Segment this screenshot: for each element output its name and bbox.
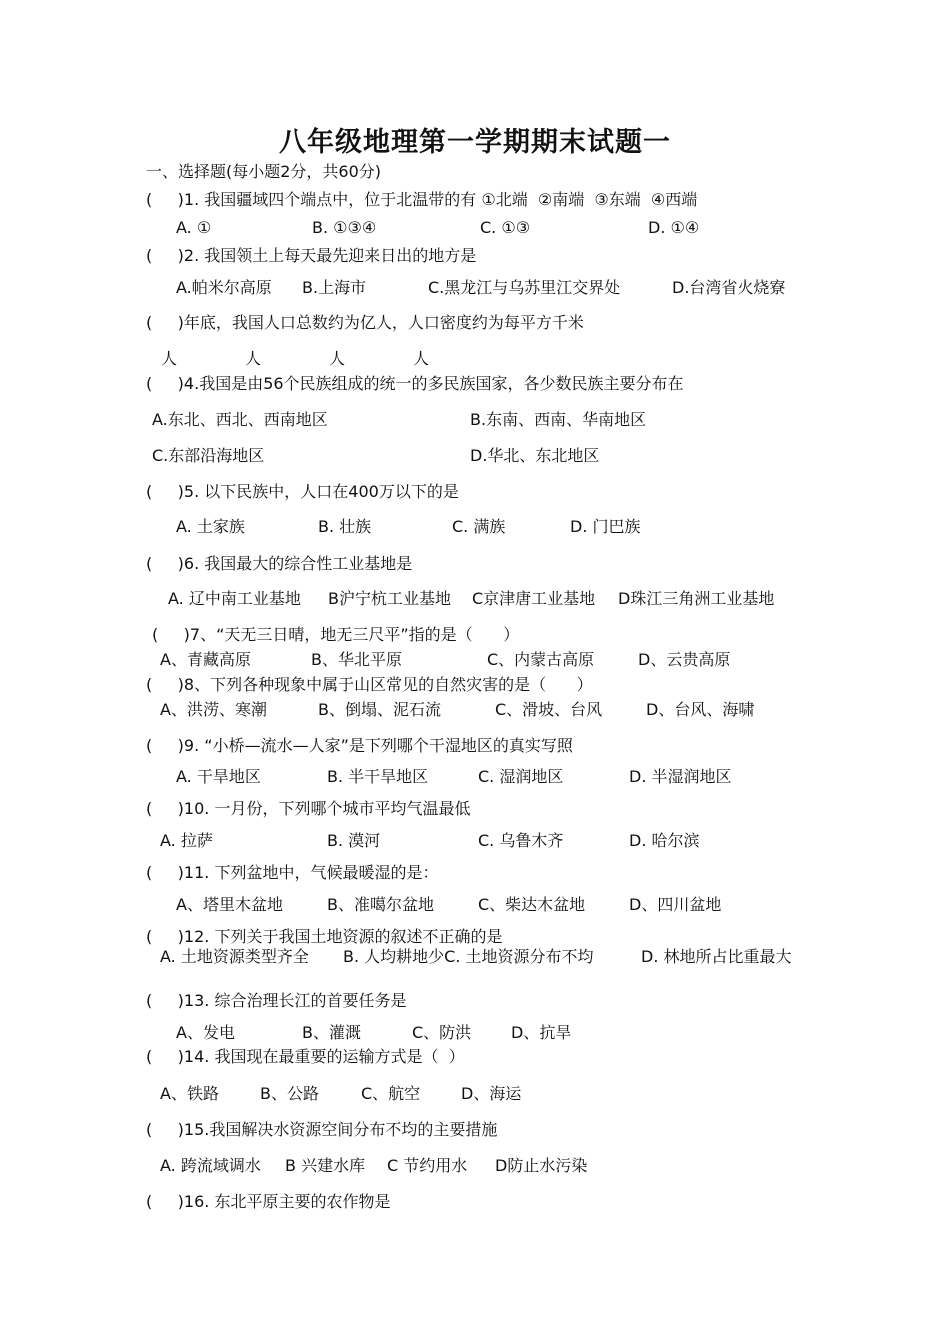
option-a: A. 干旱地区	[176, 767, 261, 786]
option-a: 人	[161, 349, 178, 368]
question-text: 7、“天无三日晴，地无三尺平”指的是（ ）	[189, 625, 520, 644]
option-b-c: B. 人均耕地少C. 土地资源分布不均	[343, 947, 594, 966]
question-text: 1. 我国疆域四个端点中，位于北温带的有 ①北端 ②南端 ③东端 ④西端	[183, 190, 698, 209]
option-b: B沪宁杭工业基地	[328, 589, 451, 608]
option-c: C. ①③	[480, 218, 531, 237]
option-d: D. 林地所占比重最大	[641, 947, 792, 966]
option-a: A. 土地资源类型齐全	[160, 947, 309, 966]
option-d: D.华北、东北地区	[470, 446, 600, 465]
option-c: 人	[329, 349, 346, 368]
option-a: A、铁路	[160, 1084, 219, 1103]
option-d: D. 半湿润地区	[629, 767, 732, 786]
question-text: 11. 下列盆地中，气候最暖湿的是：	[183, 863, 439, 882]
option-d: D、海运	[461, 1084, 522, 1103]
question-text: 13. 综合治理长江的首要任务是	[183, 991, 407, 1010]
option-a: A. 土家族	[176, 517, 245, 536]
option-d: D珠江三角洲工业基地	[618, 589, 775, 608]
option-c: C、柴达木盆地	[478, 895, 586, 914]
option-b: B.东南、西南、华南地区	[470, 410, 647, 429]
option-d: D. ①④	[648, 218, 700, 237]
question-13	[146, 991, 406, 1011]
question-4	[146, 374, 684, 394]
question-8	[146, 675, 593, 695]
answer-blank[interactable]: ( )	[146, 482, 184, 501]
page-title: 八年级地理第一学期期末试题一	[279, 127, 671, 158]
answer-blank[interactable]: ( )	[146, 675, 184, 694]
question-5	[146, 482, 459, 502]
option-d: D.台湾省火烧寮	[672, 278, 786, 297]
answer-blank[interactable]: ( )	[146, 1192, 184, 1211]
option-c: C. 湿润地区	[478, 767, 564, 786]
option-d: D、云贵高原	[638, 650, 731, 669]
option-a: A、洪涝、寒潮	[160, 700, 267, 719]
option-a: A. 辽中南工业基地	[168, 589, 301, 608]
question-text: 15.我国解决水资源空间分布不均的主要措施	[183, 1120, 498, 1139]
question-text: 10. 一月份，下列哪个城市平均气温最低	[183, 799, 471, 818]
answer-blank[interactable]: ( )	[146, 991, 184, 1010]
question-text: 16. 东北平原主要的农作物是	[183, 1192, 391, 1211]
option-a: A、发电	[176, 1023, 235, 1042]
question-text: 年底，我国人口总数约为亿人，人口密度约为每平方千米	[183, 313, 584, 332]
option-c: C、内蒙古高原	[487, 650, 595, 669]
question-text: 9. “小桥—流水—人家”是下列哪个干湿地区的真实写照	[183, 736, 573, 755]
option-b: B. 壮族	[318, 517, 372, 536]
answer-blank[interactable]: ( )	[146, 799, 184, 818]
option-b: B、公路	[260, 1084, 319, 1103]
option-a: A、青藏高原	[160, 650, 251, 669]
option-b: B、灌溉	[302, 1023, 361, 1042]
question-text: 4.我国是由56个民族组成的统一的多民族国家，各少数民族主要分布在	[183, 374, 684, 393]
option-c: C、防洪	[412, 1023, 472, 1042]
question-text: 2. 我国领土上每天最先迎来日出的地方是	[183, 246, 477, 265]
answer-blank[interactable]: ( )	[146, 374, 184, 393]
option-d: D. 门巴族	[570, 517, 641, 536]
option-d: 人	[413, 349, 430, 368]
option-b: B、准噶尔盆地	[327, 895, 434, 914]
option-c: C京津唐工业基地	[472, 589, 596, 608]
option-d: D防止水污染	[495, 1156, 588, 1175]
answer-blank[interactable]: ( )	[146, 1120, 184, 1139]
question-12	[146, 927, 502, 947]
option-a: A. 跨流域调水	[160, 1156, 261, 1175]
option-c: C、航空	[361, 1084, 421, 1103]
option-b: B. 半干旱地区	[327, 767, 429, 786]
answer-blank[interactable]: ( )	[146, 554, 184, 573]
option-a: A. 拉萨	[160, 831, 213, 850]
option-c: C 节约用水	[387, 1156, 468, 1175]
question-text: 6. 我国最大的综合性工业基地是	[183, 554, 413, 573]
option-a: A. ①	[176, 218, 212, 237]
question-6	[146, 554, 412, 574]
question-7	[152, 625, 519, 645]
option-b: B.上海市	[302, 278, 367, 297]
option-b: B 兴建水库	[285, 1156, 366, 1175]
question-16	[146, 1192, 390, 1212]
option-a: A.东北、西北、西南地区	[152, 410, 328, 429]
answer-blank[interactable]: ( )	[146, 736, 184, 755]
question-text: 12. 下列关于我国土地资源的叙述不正确的是	[183, 927, 503, 946]
option-a: A.帕米尔高原	[176, 278, 272, 297]
option-c: C、滑坡、台风	[495, 700, 603, 719]
answer-blank[interactable]: ( )	[146, 190, 184, 209]
section-heading: 一、选择题(每小题2分，共60分)	[146, 162, 382, 181]
option-a: A、塔里木盆地	[176, 895, 283, 914]
option-b: B、倒塌、泥石流	[318, 700, 441, 719]
answer-blank[interactable]: ( )	[146, 1047, 184, 1066]
answer-blank[interactable]: ( )	[146, 863, 184, 882]
answer-blank[interactable]: ( )	[146, 313, 184, 332]
option-b: B. 漠河	[327, 831, 381, 850]
question-15	[146, 1120, 497, 1140]
question-2	[146, 246, 476, 266]
question-text: 8、下列各种现象中属于山区常见的自然灾害的是（ ）	[183, 675, 593, 694]
option-c: C.黑龙江与乌苏里江交界处	[428, 278, 621, 297]
question-text: 14. 我国现在最重要的运输方式是（ ）	[183, 1047, 465, 1066]
option-b: 人	[245, 349, 262, 368]
question-3	[146, 313, 584, 333]
option-d: D、四川盆地	[629, 895, 722, 914]
option-d: D. 哈尔滨	[629, 831, 700, 850]
question-text: 5. 以下民族中，人口在400万以下的是	[183, 482, 459, 501]
answer-blank[interactable]: ( )	[152, 625, 190, 644]
option-d: D、台风、海啸	[646, 700, 755, 719]
question-10	[146, 799, 470, 819]
answer-blank[interactable]: ( )	[146, 927, 184, 946]
option-b: B. ①③④	[312, 218, 377, 237]
answer-blank[interactable]: ( )	[146, 246, 184, 265]
option-d: D、抗旱	[511, 1023, 572, 1042]
question-1	[146, 190, 697, 210]
option-b: B、华北平原	[311, 650, 402, 669]
option-c: C. 乌鲁木齐	[478, 831, 564, 850]
question-9	[146, 736, 573, 756]
option-c: C. 满族	[452, 517, 506, 536]
option-c: C.东部沿海地区	[152, 446, 265, 465]
question-14	[146, 1047, 465, 1067]
question-11	[146, 863, 438, 883]
